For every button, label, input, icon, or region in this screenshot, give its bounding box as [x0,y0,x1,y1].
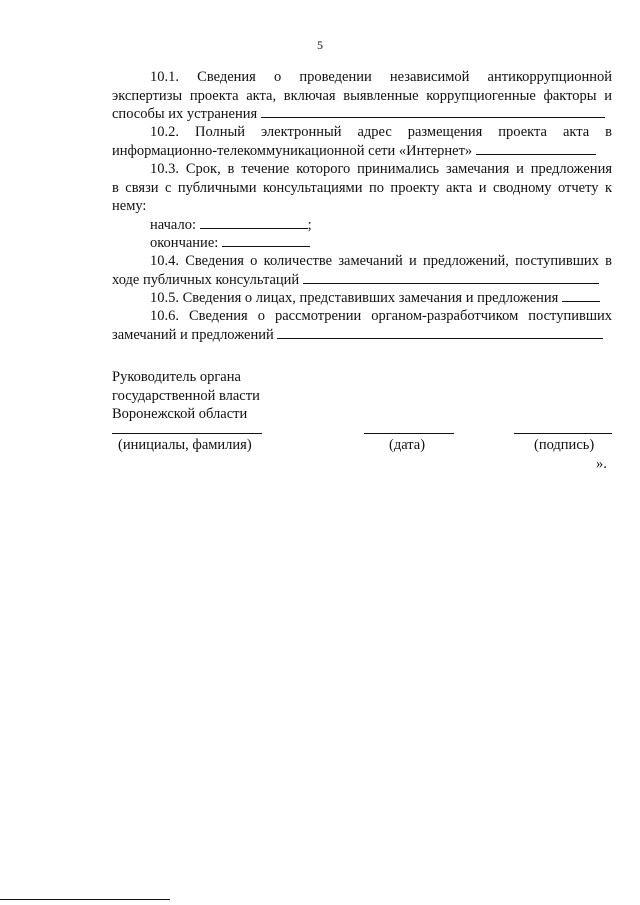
item-10-6-blank [277,326,603,339]
end-blank [222,234,310,247]
item-10-1-line-1: 10.1. Сведения о проведении независимой антикоррупционной [150,69,612,85]
item-10-2-blank [476,142,596,155]
item-10-3-line-2: в связи с публичными консультациями по проекту акта и сводному отчету к [112,179,612,196]
item-10-5-line-1: 10.5. Сведения о лицах, представивших замечания и предложения [150,290,559,306]
start-end: ; [307,216,312,233]
item-10-6-line-1: 10.6. Сведения о рассмотрении органом-разработчиком поступивших [150,308,612,324]
date-signature-line [364,433,454,434]
item-10-3-line-3: нему: [112,198,147,214]
item-10-1-line-2: экспертизы проекта акта, включая выявленные коррупциогенные факторы и [112,87,612,104]
signature-organization [112,368,612,424]
item-10-4-blank [303,271,599,284]
item-10-5 [112,289,612,308]
item-10-1-line-3: способы их устранения [112,106,258,122]
item-10-1-blank [261,105,605,118]
caption-name: (инициалы, фамилия) [118,437,252,453]
footer-rule [0,899,170,900]
caption-date: (дата) [389,437,426,453]
start-label: начало: [150,216,196,233]
item-10-2 [112,123,612,160]
item-10-4-line-1: 10.4. Сведения о количестве замечаний и предложений, поступивших в [150,253,612,269]
end-label: окончание: [150,235,219,251]
item-10-1 [112,68,612,124]
item-10-6 [112,307,612,344]
sign-signature-line [514,433,612,434]
item-10-2-line-2: информационно-телекоммуникационной сети «Интернет» [112,142,473,159]
closing-quote: ». [596,456,607,472]
item-10-4-line-2: ходе публичных консультаций [112,271,300,288]
item-10-4 [112,252,612,289]
name-signature-line [112,433,262,434]
start-blank [200,216,308,229]
page-number: 5 [317,38,323,52]
org-line-1: Руководитель органа [112,369,241,385]
item-10-5-blank [562,289,600,302]
item-10-3 [112,160,612,253]
org-line-2: государственной власти [112,387,260,404]
item-10-2-line-1: 10.2. Полный электронный адрес размещения проекта акта в [150,124,612,140]
item-10-6-line-2: замечаний и предложений [112,326,274,343]
org-line-3: Воронежской области [112,406,248,422]
item-10-3-line-1: 10.3. Срок, в течение которого принимались замечания и предложения [150,161,612,177]
caption-sign: (подпись) [534,437,595,453]
